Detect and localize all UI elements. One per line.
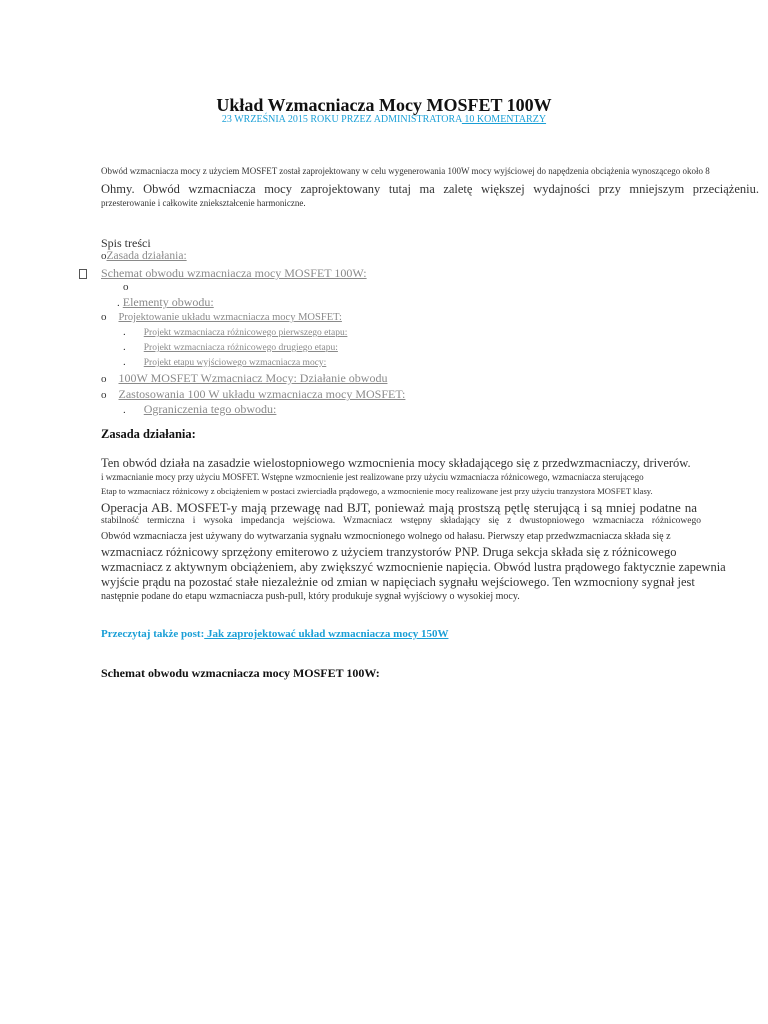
body-line-5: stabilność termiczna i wysoka impedancja wejściowa. Wzmacniacz wstępny składający się z dwustopniowego wzmacniacza różnicowego xyxy=(101,516,701,526)
body-line-3: Etap to wzmacniacz różnicowy z obciążeniem w postaci zwierciadła prądowego, a wzmocnienie mocy realizowane jest przy użyciu tranzystora MOSFET klasy. xyxy=(101,486,653,496)
comments-link[interactable]: 10 KOMENTARZY xyxy=(461,114,547,125)
toc-item-5[interactable]: o Projektowanie układu wzmacniacza mocy MOSFET: xyxy=(101,311,342,323)
toc-item-7[interactable]: . Projekt wzmacniacza różnicowego drugiego etapu: xyxy=(123,341,338,353)
body-line-9: wyjście prądu na pozostać stałe niezależnie od zmian w napięciach sygnału wejściowego. Ten wzmocniony sygnał jest xyxy=(101,575,695,589)
toc-bullet: o xyxy=(101,250,107,262)
body-line-4: Operacja AB. MOSFET-y mają przewagę nad BJT, ponieważ mają prostszą pętlę sterującą i są mniej podatne na xyxy=(101,500,697,515)
toc-item-6[interactable]: . Projekt wzmacniacza różnicowego pierwszego etapu: xyxy=(123,326,348,338)
toc-link-projekt-pierwszy[interactable]: Projekt wzmacniacza różnicowego pierwszego etapu: xyxy=(143,328,348,338)
intro-line-1: Obwód wzmacniacza mocy z użyciem MOSFET został zaprojektowany w celu wygenerowania 100W mocy wyjściowej do napędzenia obciążenia wynoszącego około 8 xyxy=(101,166,710,176)
toc-link-projekt-drugi[interactable]: Projekt wzmacniacza różnicowego drugiego etapu: xyxy=(143,343,338,353)
body-line-1: Ten obwód działa na zasadzie wielostopniowego wzmocnienia mocy składającego się z przedwzmacniaczy, driverów. xyxy=(101,456,691,470)
section-heading-zasada: Zasada działania: xyxy=(101,427,196,441)
intro-line-2: Ohmy. Obwód wzmacniacza mocy zaprojektowany tutaj ma zaletę większej wydajności przy mniejszym przeciążeniu. xyxy=(101,182,759,196)
toc-item-4[interactable]: . Elementy obwodu: xyxy=(117,295,270,310)
read-also-link[interactable]: Jak zaprojektować układ wzmacniacza mocy 150W xyxy=(204,628,449,640)
body-line-7: wzmacniacz różnicowy sprzężony emiterowo z użyciem tranzystorów PNP. Druga sekcja składa się z różnicowego xyxy=(101,545,677,559)
toc-link-zastosowania[interactable]: Zastosowania 100 W układu wzmacniacza mocy MOSFET: xyxy=(118,387,406,401)
toc-heading: Spis treści xyxy=(101,236,151,250)
toc-link-ograniczenia[interactable]: Ograniczenia tego obwodu: xyxy=(143,402,277,416)
meta-date-author: 23 WRZEŚNIA 2015 ROKU PRZEZ ADMINISTRATORA xyxy=(221,114,462,125)
body-line-6: Obwód wzmacniacza jest używany do wytwarzania sygnału wzmocnionego wolnego od hałasu. Pierwszy etap przedwzmacniacza składa się z xyxy=(101,531,671,542)
body-line-10: następnie podane do etapu wzmacniacza push-pull, który produkuje sygnał wyjściowy o wysokiej mocy. xyxy=(101,591,520,602)
toc-link-projektowanie[interactable]: Projektowanie układu wzmacniacza mocy MOSFET: xyxy=(118,312,342,323)
toc-link-zasada[interactable]: Zasada działania: xyxy=(106,250,187,262)
intro-line-3: przesterowanie i całkowite zniekształcenie harmoniczne. xyxy=(101,198,306,208)
toc-link-schemat[interactable]: Schemat obwodu wzmacniacza mocy MOSFET 100W: xyxy=(101,266,367,280)
toc-link-dzialanie[interactable]: 100W MOSFET Wzmacniacz Mocy: Działanie obwodu xyxy=(118,371,388,385)
toc-link-elementy[interactable]: Elementy obwodu: xyxy=(122,295,214,309)
toc-item-3-bullet: o xyxy=(123,281,129,293)
read-also xyxy=(101,628,448,640)
article-meta xyxy=(0,114,768,125)
section-heading-schemat: Schemat obwodu wzmacniacza mocy MOSFET 100W: xyxy=(101,666,380,680)
toc-item-2[interactable] xyxy=(101,266,367,281)
article-title: Układ Wzmacniacza Mocy MOSFET 100W xyxy=(216,95,552,115)
toc-item-9[interactable]: o 100W MOSFET Wzmacniacz Mocy: Działanie obwodu xyxy=(101,371,388,385)
toc-item-8[interactable]: . Projekt etapu wyjściowego wzmacniacza mocy: xyxy=(123,356,327,368)
toc-item-11[interactable]: . Ograniczenia tego obwodu: xyxy=(123,402,277,416)
body-line-8: wzmacniacz z aktywnym obciążeniem, aby zwiększyć wzmocnienie napięcia. Obwód lustra prądowego faktycznie zapewnia xyxy=(101,560,726,574)
body-line-2: i wzmacnianie mocy przy użyciu MOSFET. Wstępne wzmocnienie jest realizowane przy użyciu wzmacniacza różnicowego, wzmacniacza sterującego xyxy=(101,472,644,482)
read-also-prefix: Przeczytaj także post: xyxy=(101,628,205,640)
toc-item-10[interactable]: o Zastosowania 100 W układu wzmacniacza mocy MOSFET: xyxy=(101,387,406,401)
toc-missing-glyph-icon xyxy=(79,266,87,284)
toc-link-projekt-wyjsciowy[interactable]: Projekt etapu wyjściowego wzmacniacza mocy: xyxy=(143,358,327,368)
toc-item-1[interactable] xyxy=(101,250,211,262)
